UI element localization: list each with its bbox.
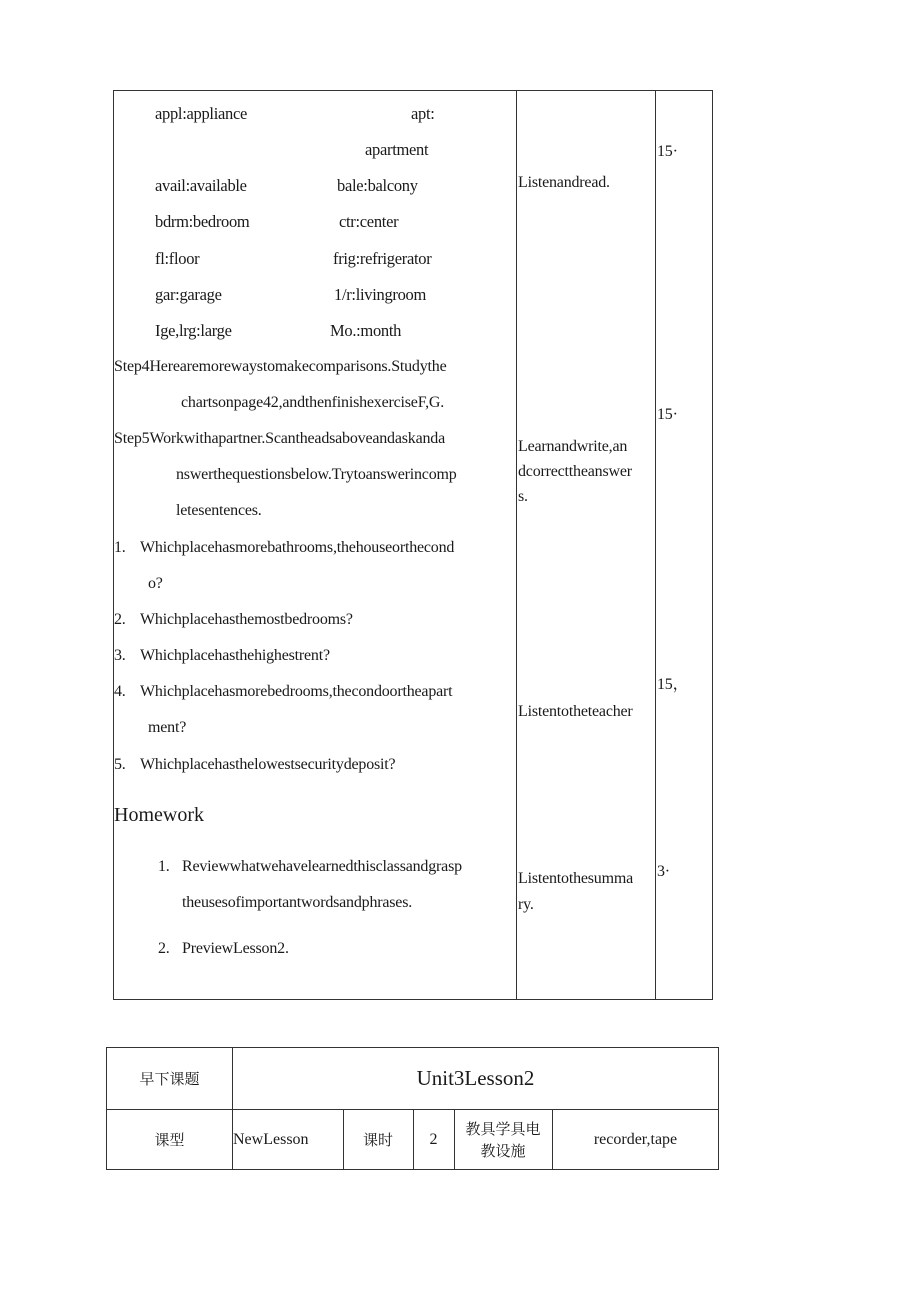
- homework-text-cont: theusesofimportantwordsandphrases.: [182, 894, 413, 911]
- question-text: Whichplacehasmorebedrooms,thecondoortheapart: [140, 683, 453, 700]
- activity-text: Listenandread.: [518, 174, 610, 191]
- homework-number: 2.: [158, 940, 170, 957]
- chapter-label: 早下课题: [139, 1070, 200, 1088]
- abbr-right: bale:balcony: [337, 176, 418, 195]
- abbr-right: frig:refrigerator: [333, 249, 432, 268]
- equipment-label-line: 教具学具电: [465, 1119, 541, 1138]
- hours-label: 课时: [362, 1131, 393, 1149]
- abbr-left: avail:available: [155, 176, 247, 195]
- homework-number: 1.: [158, 858, 170, 875]
- question-number: 5.: [114, 756, 126, 773]
- time-value: 15·: [657, 406, 678, 423]
- abbr-right: 1/r:livingroom: [334, 285, 427, 304]
- equipment-label-line: 教设施: [480, 1141, 526, 1160]
- abbr-left: fl:floor: [155, 249, 200, 268]
- type-label: 课型: [154, 1131, 185, 1149]
- abbr-left: gar:garage: [155, 285, 222, 304]
- question-text: Whichplacehasthemostbedrooms?: [140, 611, 353, 628]
- step4-line: chartsonpage42,andthenfinishexerciseF,G.: [181, 394, 445, 411]
- time-value: 3·: [657, 863, 670, 880]
- activity-text: Learnandwrite,an: [518, 438, 628, 455]
- question-text-cont: o?: [148, 575, 163, 592]
- question-text: Whichplacehasmorebathrooms,thehouseorthecond: [140, 539, 455, 556]
- equipment-label: [454, 1109, 552, 1170]
- time-value: 15，: [657, 676, 689, 693]
- activity-text: ry.: [518, 896, 534, 913]
- question-number: 3.: [114, 647, 126, 664]
- question-number: 2.: [114, 611, 126, 628]
- type-value: NewLesson: [233, 1130, 309, 1148]
- abbr-right: Mo.:month: [330, 321, 402, 340]
- time-value: 15·: [657, 143, 678, 160]
- activity-text: Listentotheteacher: [518, 703, 633, 720]
- question-text: Whichplacehasthehighestrent?: [140, 647, 330, 664]
- step5-line: letesentences.: [176, 502, 262, 519]
- homework-heading: Homework: [114, 804, 204, 826]
- question-number: 1.: [114, 539, 126, 556]
- activity-text: dcorrecttheanswer: [518, 463, 632, 480]
- activity-text: s.: [518, 488, 528, 505]
- lesson-info-table: [106, 1047, 719, 1170]
- column-divider: [655, 91, 656, 999]
- activity-text: Listentothesumma: [518, 870, 634, 887]
- homework-text: Reviewwhatwehavelearnedthisclassandgrasp: [182, 858, 462, 875]
- question-number: 4.: [114, 683, 126, 700]
- abbr-left: appl:appliance: [155, 104, 248, 123]
- question-text: Whichplacehasthelowestsecuritydeposit?: [140, 756, 396, 773]
- column-divider: [516, 91, 517, 999]
- hours-value: 2: [429, 1130, 438, 1148]
- abbr-right-cont: apartment: [365, 140, 429, 159]
- abbr-left: Ige,lrg:large: [155, 321, 232, 340]
- step5-line: Step5Workwithapartner.Scantheadsaboveandaskanda: [114, 430, 445, 447]
- question-text-cont: ment?: [148, 719, 187, 736]
- chapter-title: Unit3Lesson2: [416, 1066, 535, 1090]
- homework-text: PreviewLesson2.: [182, 940, 289, 957]
- equipment-value: recorder,tape: [593, 1130, 678, 1148]
- abbr-right: ctr:center: [339, 212, 399, 231]
- step4-line: Step4Herearemorewaystomakecomparisons.Studythe: [114, 358, 447, 375]
- step5-line: nswerthequestionsbelow.Trytoanswerincomp: [176, 466, 457, 483]
- abbr-left: bdrm:bedroom: [155, 212, 250, 231]
- abbr-right: apt:: [411, 104, 435, 123]
